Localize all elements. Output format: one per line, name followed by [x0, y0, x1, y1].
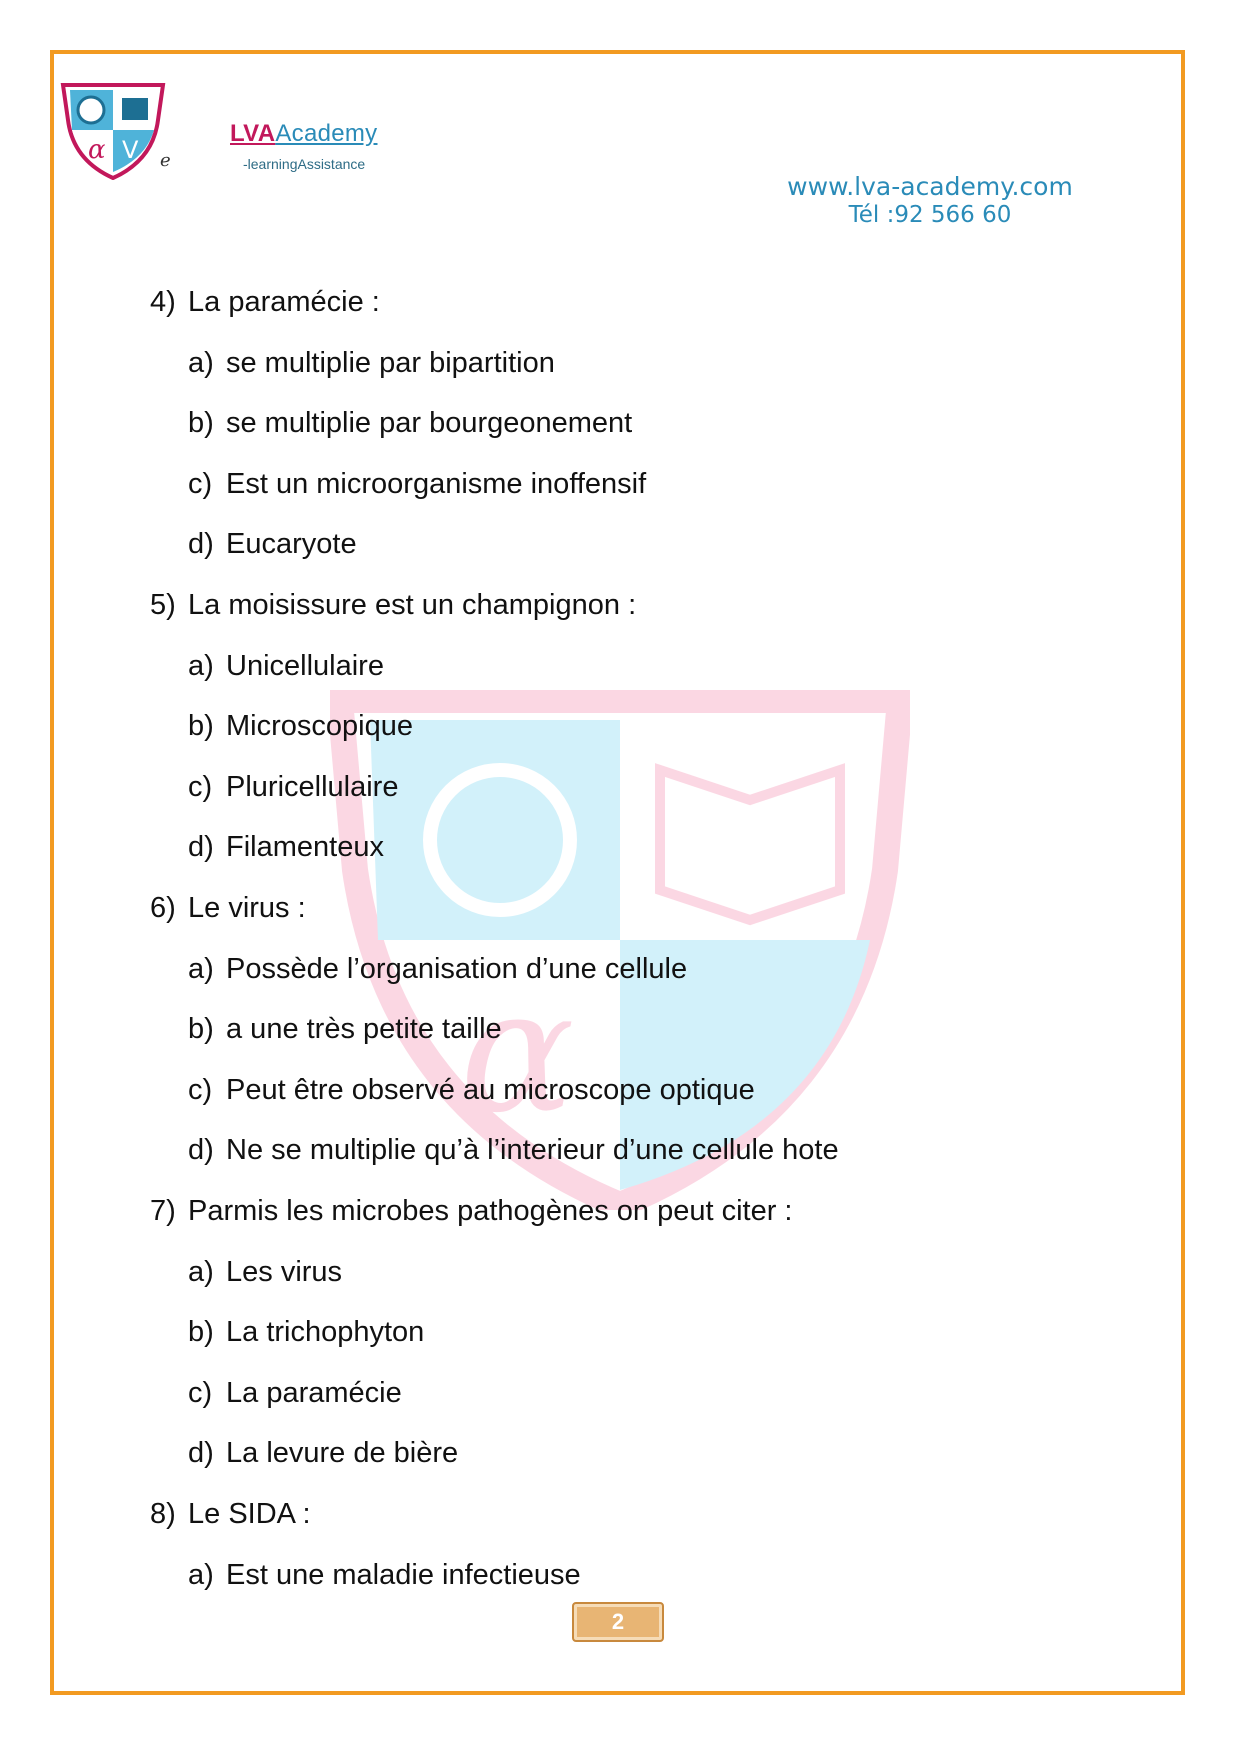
option-letter: a) — [188, 649, 214, 682]
option-letter: d) — [188, 1134, 214, 1167]
option-letter: b) — [188, 1013, 214, 1046]
option-item — [188, 1377, 402, 1410]
option-text: se multiplie par bourgeonement — [226, 407, 633, 440]
question-text: Parmis les microbes pathogènes on peut citer : — [188, 1195, 793, 1227]
question-text: La moisissure est un champignon : — [188, 589, 637, 621]
option-letter: b) — [188, 407, 214, 440]
option-text: Pluricellulaire — [226, 770, 399, 803]
brand-tagline: -learningAssistance — [243, 156, 366, 172]
option-letter: b) — [188, 710, 214, 743]
option-letter: d) — [188, 1437, 214, 1470]
option-item — [188, 1013, 502, 1046]
question-number: 5) — [150, 589, 176, 621]
phone-number: Tél :92 566 60 — [848, 202, 1012, 228]
option-item — [188, 407, 632, 440]
option-text: se multiplie par bipartition — [226, 346, 555, 379]
option-item — [188, 347, 555, 380]
website-link[interactable]: www.lva-academy.com — [787, 172, 1073, 201]
question-text: Le SIDA : — [188, 1498, 311, 1530]
option-letter: c) — [188, 467, 213, 500]
option-text: Est une maladie infectieuse — [226, 1558, 581, 1591]
svg-text:V: V — [122, 136, 139, 164]
option-item — [188, 1074, 755, 1107]
question-item — [150, 1498, 311, 1531]
option-text: Unicellulaire — [226, 649, 384, 682]
option-item — [188, 1559, 581, 1592]
option-letter: a) — [188, 346, 214, 379]
option-letter: a) — [188, 952, 214, 985]
brand-lva: LVA — [230, 120, 276, 147]
option-item — [188, 831, 384, 864]
option-letter: d) — [188, 831, 214, 864]
question-number: 4) — [150, 286, 176, 318]
question-item — [150, 589, 636, 622]
option-text: La paramécie — [226, 1376, 402, 1409]
question-number: 7) — [150, 1195, 176, 1227]
option-text: La trichophyton — [226, 1316, 425, 1349]
option-text: a une très petite taille — [226, 1013, 502, 1046]
option-text: Possède l’organisation d’une cellule — [226, 952, 688, 985]
option-item — [188, 953, 687, 986]
option-text: Ne se multiplie qu’à l’interieur d’une cellule hote — [226, 1134, 839, 1167]
option-text: Les virus — [226, 1255, 343, 1288]
option-text: Est un microorganisme inoffensif — [226, 467, 647, 500]
option-item — [188, 650, 384, 683]
brand-academy: Academy — [275, 120, 378, 147]
option-item — [188, 1256, 342, 1289]
question-text: La paramécie : — [188, 286, 380, 318]
option-item — [188, 528, 357, 561]
option-text: Peut être observé au microscope optique — [226, 1073, 755, 1106]
svg-text:α: α — [460, 953, 575, 1151]
option-item — [188, 710, 413, 743]
option-text: Filamenteux — [226, 831, 384, 864]
question-item — [150, 892, 306, 925]
question-item — [150, 286, 380, 319]
option-letter: c) — [188, 1376, 213, 1409]
option-text: Microscopique — [226, 710, 413, 743]
option-text: Eucaryote — [226, 528, 357, 561]
option-item — [188, 1316, 424, 1349]
option-letter: a) — [188, 1558, 214, 1591]
option-item — [188, 1134, 839, 1167]
question-number: 8) — [150, 1498, 176, 1530]
option-item — [188, 1437, 458, 1470]
question-item — [150, 1195, 792, 1228]
svg-text:α: α — [88, 135, 106, 165]
question-text: Le virus : — [188, 892, 306, 924]
option-letter: d) — [188, 528, 214, 561]
option-letter: c) — [188, 1073, 213, 1106]
option-item — [188, 771, 398, 804]
option-letter: c) — [188, 770, 213, 803]
option-text: La levure de bière — [226, 1437, 459, 1470]
option-letter: a) — [188, 1255, 214, 1288]
logo-letter: e — [160, 150, 171, 171]
option-letter: b) — [188, 1316, 214, 1349]
question-number: 6) — [150, 892, 176, 924]
page-number: 2 — [572, 1602, 664, 1642]
option-item — [188, 468, 646, 501]
